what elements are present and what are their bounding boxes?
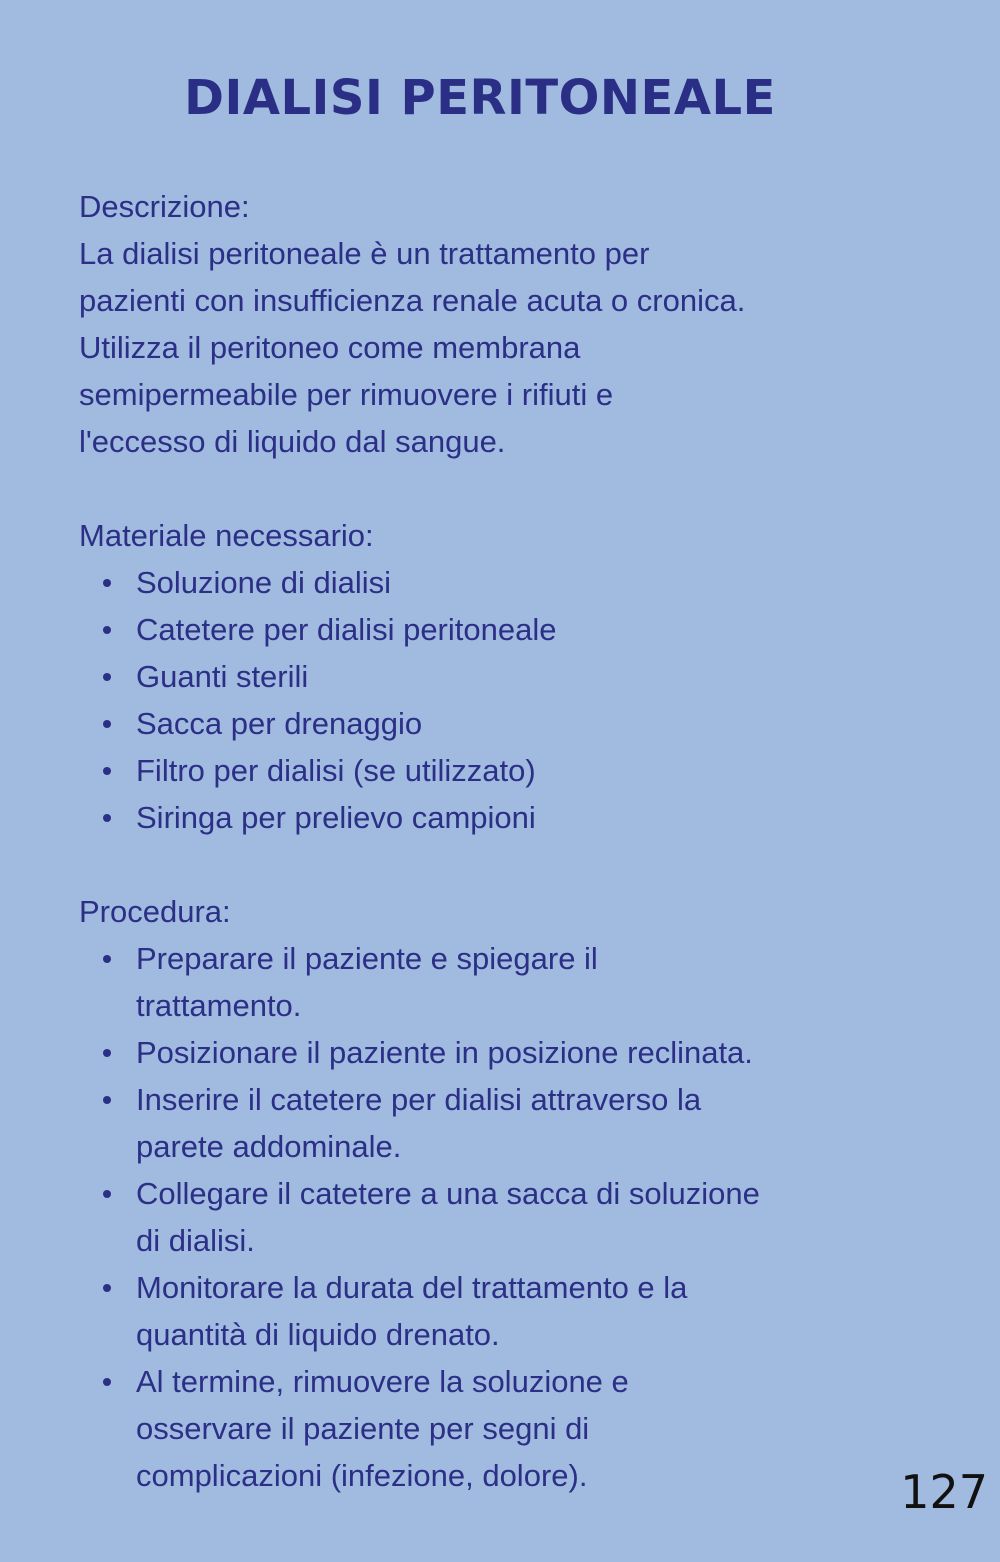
procedure-heading: Procedura: — [79, 894, 231, 929]
description-line: La dialisi peritoneale è un trattamento per — [79, 236, 650, 271]
document-body — [79, 183, 939, 1499]
procedure-step — [136, 1029, 939, 1076]
procedure-section — [79, 888, 939, 1499]
page-number: 127 — [900, 1465, 988, 1519]
procedure-step-line: quantità di liquido drenato. — [136, 1317, 500, 1352]
description-section — [79, 183, 939, 465]
procedure-step — [136, 1264, 939, 1358]
materials-heading: Materiale necessario: — [79, 518, 374, 553]
procedure-step-line: osservare il paziente per segni di — [136, 1411, 590, 1446]
section-spacer — [79, 841, 939, 888]
materials-list-item: Filtro per dialisi (se utilizzato) — [136, 747, 939, 794]
description-line: semipermeabile per rimuovere i rifiuti e — [79, 377, 614, 412]
description-line: pazienti con insufficienza renale acuta o cronica. — [79, 283, 746, 318]
description-heading: Descrizione: — [79, 189, 250, 224]
procedure-step-line: di dialisi. — [136, 1223, 255, 1258]
procedure-step-line: Inserire il catetere per dialisi attraverso la — [136, 1082, 702, 1117]
procedure-step-line: Monitorare la durata del trattamento e la — [136, 1270, 688, 1305]
procedure-step — [136, 1076, 939, 1170]
procedure-step-line: Preparare il paziente e spiegare il — [136, 941, 598, 976]
procedure-step-line: Al termine, rimuovere la soluzione e — [136, 1364, 629, 1399]
procedure-list — [79, 935, 939, 1499]
procedure-step-line: Collegare il catetere a una sacca di soluzione — [136, 1176, 760, 1211]
description-line: l'eccesso di liquido dal sangue. — [79, 424, 506, 459]
materials-list — [79, 559, 939, 841]
materials-list-item: Siringa per prelievo campioni — [136, 794, 939, 841]
procedure-step-line: complicazioni (infezione, dolore). — [136, 1458, 588, 1493]
procedure-step-line: Posizionare il paziente in posizione reclinata. — [136, 1035, 753, 1070]
procedure-step-line: parete addominale. — [136, 1129, 402, 1164]
materials-list-item: Guanti sterili — [136, 653, 939, 700]
materials-section — [79, 512, 939, 841]
description-line: Utilizza il peritoneo come membrana — [79, 330, 581, 365]
section-spacer — [79, 465, 939, 512]
materials-list-item: Sacca per drenaggio — [136, 700, 939, 747]
procedure-step-line: trattamento. — [136, 988, 302, 1023]
materials-list-item: Soluzione di dialisi — [136, 559, 939, 606]
procedure-step — [136, 935, 939, 1029]
procedure-step — [136, 1170, 939, 1264]
page-title: DIALISI PERITONEALE — [184, 70, 776, 126]
procedure-step — [136, 1358, 939, 1499]
materials-list-item: Catetere per dialisi peritoneale — [136, 606, 939, 653]
